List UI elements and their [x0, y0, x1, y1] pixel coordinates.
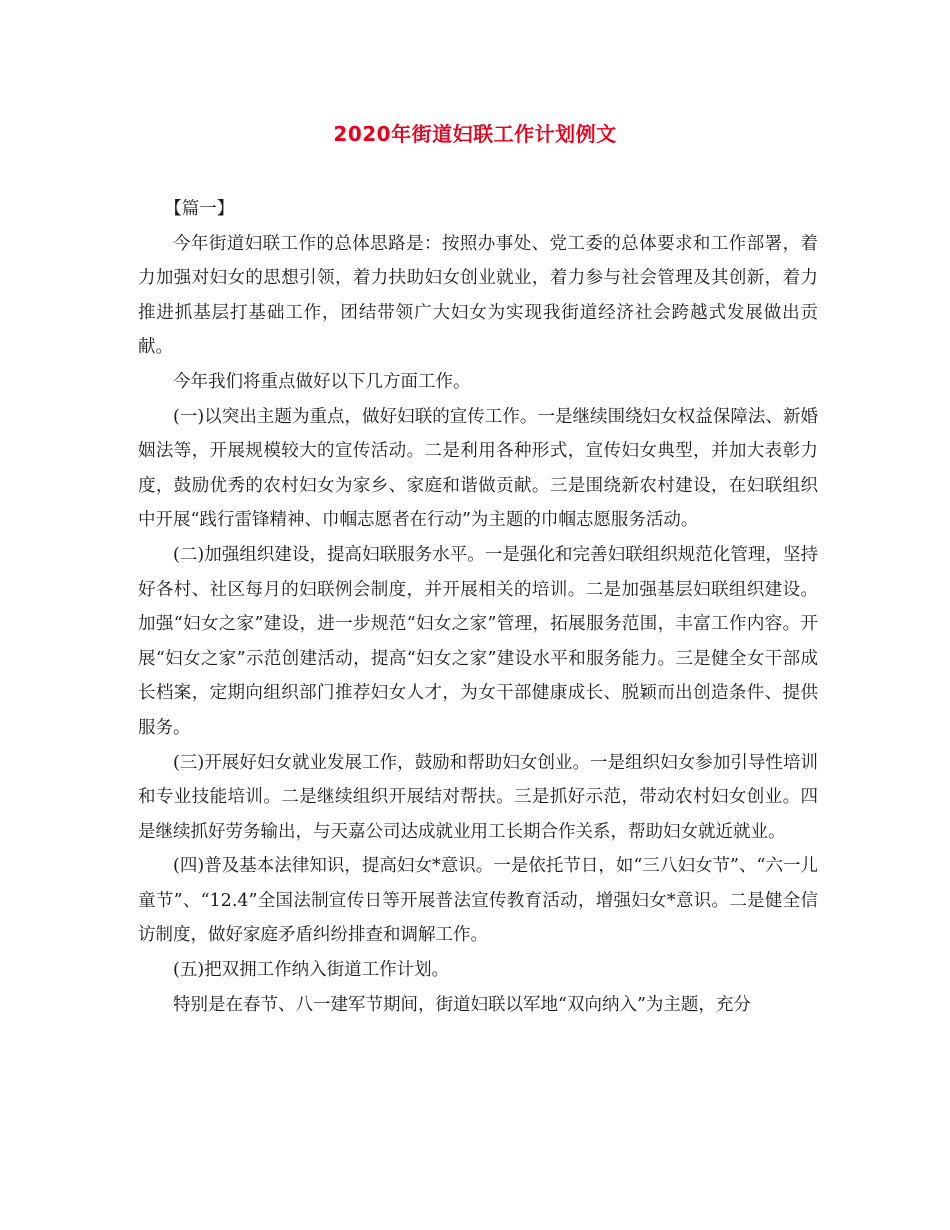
paragraph-item-5: (五)把双拥工作纳入街道工作计划。	[173, 960, 450, 981]
paragraph-item-4: (四)普及基本法律知识，提高妇女*意识。一是依托节日，如“三八妇女节”、“六一儿童节”、“12.4”全国法制宣传日等开展普法宣传教育活动，增强妇女*意识。二是健全信访制度，做好家庭矛盾纠纷排查和调解工作。	[138, 856, 818, 946]
section-heading: 【篇一】	[164, 199, 235, 219]
paragraph-item-3: (三)开展好妇女就业发展工作，鼓励和帮助妇女创业。一是组织妇女参加引导性培训和专业技能培训。二是继续组织开展结对帮扶。三是抓好示范，带动农村妇女创业。四是继续抓好劳务输出，与天嘉公司达成就业用工长期合作关系，帮助妇女就近就业。	[138, 752, 818, 842]
paragraph-overview: 今年街道妇联工作的总体思路是：按照办事处、党工委的总体要求和工作部署，着力加强对妇女的思想引领，着力扶助妇女创业就业，着力参与社会管理及其创新，着力推进抓基层打基础工作，团结带领广大妇女为实现我街道经济社会跨越式发展做出贡献。	[138, 233, 818, 358]
paragraph-item-5-detail: 特别是在春节、八一建军节期间，街道妇联以军地“双向纳入”为主题，充分	[173, 994, 751, 1015]
paragraph-item-1: (一)以突出主题为重点，做好妇联的宣传工作。一是继续围绕妇女权益保障法、新婚姻法等，开展规模较大的宣传活动。二是利用各种形式，宣传妇女典型，并加大表彰力度，鼓励优秀的农村妇女为家乡、家庭和谐做贡献。三是围绕新农村建设，在妇联组织中开展“践行雷锋精神、巾帼志愿者在行动”为主题的巾帼志愿服务活动。	[138, 406, 818, 531]
document-title: 2020年街道妇联工作计划例文	[333, 122, 617, 146]
document-body	[138, 192, 818, 1022]
paragraph-item-2: (二)加强组织建设，提高妇联服务水平。一是强化和完善妇联组织规范化管理，坚持好各村、社区每月的妇联例会制度，并开展相关的培训。二是加强基层妇联组织建设。加强“妇女之家”建设，进一步规范“妇女之家”管理，拓展服务范围，丰富工作内容。开展“妇女之家”示范创建活动，提高“妇女之家”建设水平和服务能力。三是健全女干部成长档案，定期向组织部门推荐妇女人才，为女干部健康成长、脱颖而出创造条件、提供服务。	[138, 544, 818, 738]
paragraph-intro: 今年我们将重点做好以下几方面工作。	[173, 371, 471, 392]
